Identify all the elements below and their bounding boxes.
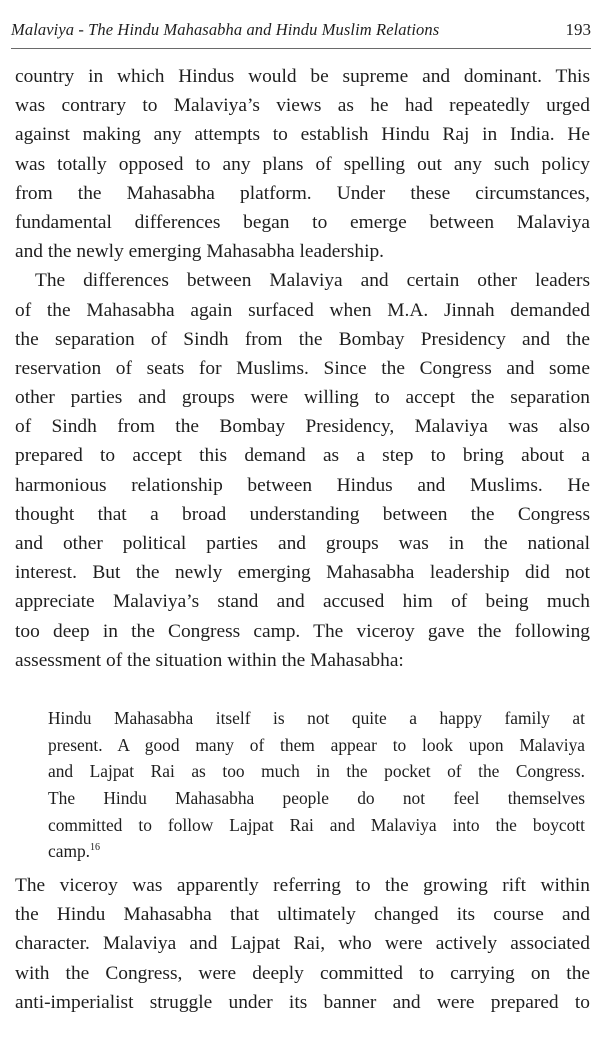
quote-line: Hindu Mahasabha itself is not quite a happy family at bbox=[48, 708, 585, 728]
paragraph-line: anti-imperialist struggle under its banner and were prepared to bbox=[15, 991, 590, 1013]
quote-line: present. A good many of them appear to look upon Malaviya bbox=[48, 734, 585, 755]
block-quote bbox=[48, 705, 585, 865]
paragraph-3 bbox=[15, 871, 590, 1017]
paragraph-line: the separation of Sindh from the Bombay Presidency and the bbox=[15, 328, 590, 350]
paragraph-line: other parties and groups were willing to accept the separation bbox=[15, 387, 590, 409]
page-number: 193 bbox=[565, 20, 591, 39]
paragraph-line: fundamental differences began to emerge between Malaviya bbox=[15, 211, 590, 233]
paragraph-line: of Sindh from the Bombay Presidency, Malaviya was also bbox=[15, 416, 590, 438]
quote-line: committed to follow Lajpat Rai and Malaviya into the boycott bbox=[48, 814, 585, 835]
running-title: Malaviya - The Hindu Mahasabha and Hindu Muslim Relations bbox=[11, 20, 440, 39]
paragraph-line: character. Malaviya and Lajpat Rai, who were actively associated bbox=[15, 933, 590, 955]
header-rule bbox=[11, 48, 591, 49]
paragraph-line: and the newly emerging Mahasabha leadership. bbox=[15, 241, 385, 263]
paragraph-line: interest. But the newly emerging Mahasabha leadership did not bbox=[15, 562, 590, 584]
paragraph-line: reservation of seats for Muslims. Since the Congress and some bbox=[15, 357, 590, 379]
paragraph-line: thought that a broad understanding between the Congress bbox=[15, 503, 590, 525]
quote-line-text: camp. bbox=[48, 841, 91, 862]
quote-line: and Lajpat Rai as too much in the pocket of the Congress. bbox=[48, 761, 585, 782]
paragraph-line: of the Mahasabha again surfaced when M.A. Jinnah demanded bbox=[15, 299, 590, 321]
paragraph-line: and other political parties and groups was in the national bbox=[15, 533, 590, 554]
quote-line: The Hindu Mahasabha people do not feel themselves bbox=[48, 788, 585, 809]
paragraph-line: too deep in the Congress camp. The viceroy gave the following bbox=[15, 620, 590, 642]
paragraph-line: the Hindu Mahasabha that ultimately changed its course and bbox=[15, 904, 590, 926]
paragraph-line: was totally opposed to any plans of spelling out any such policy bbox=[15, 153, 590, 175]
paragraph-2 bbox=[15, 266, 590, 675]
body-text bbox=[15, 62, 590, 675]
paragraph-line: harmonious relationship between Hindus and Muslims. He bbox=[15, 474, 590, 496]
running-header bbox=[11, 20, 591, 46]
paragraph-line: prepared to accept this demand as a step to bring about a bbox=[15, 445, 590, 467]
paragraph-line: country in which Hindus would be supreme and dominant. This bbox=[15, 66, 590, 87]
paragraph-line: assessment of the situation within the Mahasabha: bbox=[15, 649, 404, 671]
paragraph-line: with the Congress, were deeply committed to carrying on the bbox=[15, 962, 590, 984]
paragraph-line: The viceroy was apparently referring to the growing rift within bbox=[15, 875, 590, 896]
paragraph-line: against making any attempts to establish Hindu Raj in India. He bbox=[15, 124, 590, 146]
paragraph-line: was contrary to Malaviya’s views as he had repeatedly urged bbox=[15, 95, 590, 117]
paragraph-line: appreciate Malaviya’s stand and accused him of being much bbox=[15, 591, 590, 613]
paragraph-1 bbox=[15, 62, 590, 266]
paragraph-line: from the Mahasabha platform. Under these circumstances, bbox=[15, 182, 590, 204]
quote-last-line bbox=[48, 838, 585, 865]
paragraph-line: The differences between Malaviya and certain other leaders bbox=[35, 270, 590, 292]
footnote-marker[interactable]: 16 bbox=[90, 842, 101, 854]
